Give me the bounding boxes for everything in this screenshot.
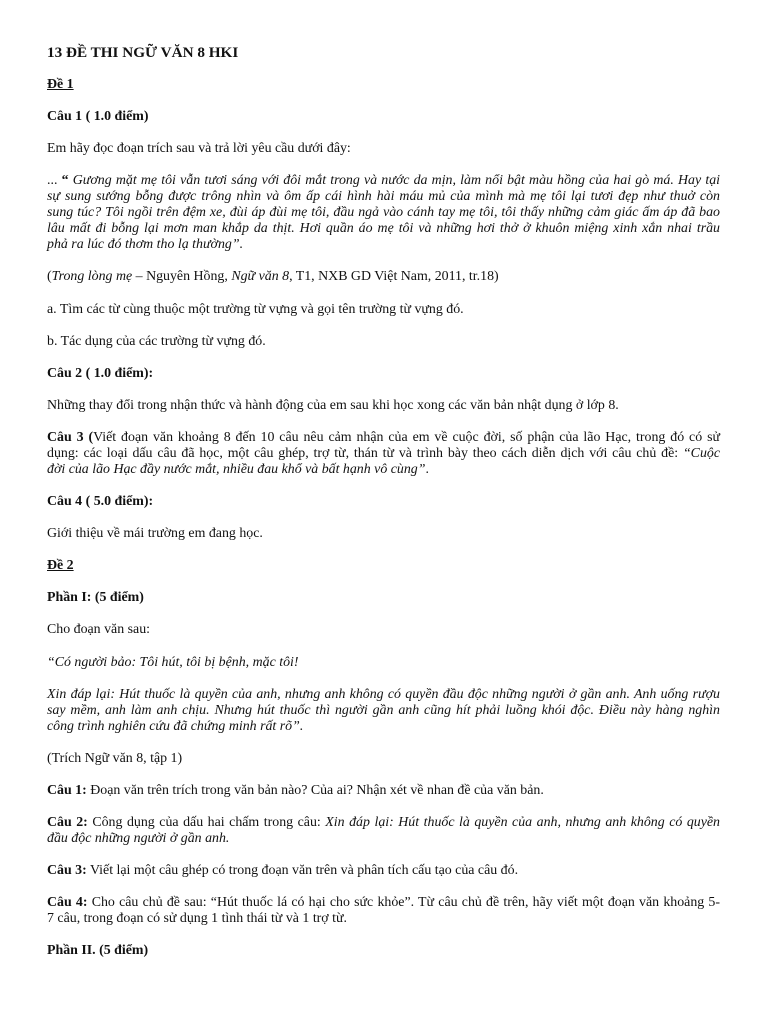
passage-source: (Trích Ngữ văn 8, tập 1) — [47, 750, 183, 766]
excerpt-line: sự sung sướng bỗng được trông nhìn và ôm ấp cái hình hài máu mủ của mình mà mẹ tôi lại tươi đẹp như thuở còn — [47, 189, 720, 205]
source-author: – Nguyên Hồng, — [132, 269, 232, 285]
excerpt-line: lâu mất đi bỗng lại mơn man khắp da thịt. Hơi quần áo mẹ tôi và những hơi thở ở khuôn miệng xinh xắn nhai trầu — [47, 221, 720, 237]
exam-2-question-2 — [47, 815, 720, 847]
question-text: Công dụng của dấu hai chấm trong câu: — [87, 814, 326, 830]
question-line — [47, 446, 720, 462]
topic-sentence-start: “Cuộc — [682, 445, 720, 461]
excerpt-text: Gương mặt mẹ tôi vẫn tươi sáng với đôi mắt trong và nước da mịn, làm nổi bật màu hồng của hai gò má. Hay tại — [68, 173, 720, 189]
part-1-label: Phần I: (5 điểm) — [47, 590, 144, 606]
question-text: dụng: các loại dấu câu đã học, một câu ghép, trợ từ, thán từ và trình bày theo cách diễn dịch với câu chủ đề: — [47, 445, 683, 461]
document-title: 13 ĐỀ THI NGỮ VĂN 8 HKI — [47, 44, 239, 61]
exam-2-question-4-label: Câu 4: — [47, 895, 88, 911]
exam-2-question-3-label: Câu 3: — [47, 862, 87, 878]
excerpt-passage — [47, 173, 720, 253]
question-line — [47, 462, 720, 478]
exam-1-question-1-instruction: Em hãy đọc đoạn trích sau và trả lời yêu cầu dưới đây: — [47, 141, 351, 157]
question-text: Viết lại một câu ghép có trong đoạn văn trên và phân tích cấu tạo của câu đó. — [86, 862, 519, 878]
source-details: , T1, NXB GD Việt Nam, 2011, tr.18) — [289, 269, 499, 285]
question-end-punctuation: . — [425, 461, 429, 477]
part-2-label: Phần II. (5 điểm) — [47, 943, 149, 959]
part-1-instruction: Cho đoạn văn sau: — [47, 622, 151, 638]
exam-2-question-1-label: Câu 1: — [47, 782, 87, 798]
exam-2-question-1 — [47, 783, 720, 799]
exam-2-question-3 — [47, 863, 720, 879]
source-work-title: Trong lòng mẹ — [51, 269, 133, 285]
excerpt-line: sung túc? Tôi ngồi trên đệm xe, đùi áp đùi mẹ tôi, đầu ngả vào cánh tay mẹ tôi, tôi thấy những cảm giác ấm áp đã bao — [47, 205, 720, 221]
question-text: Đoạn văn trên trích trong văn bản nào? Của ai? Nhận xét về nhan đề của văn bản. — [86, 782, 544, 798]
question-line — [47, 430, 720, 446]
excerpt-open-quote: “ — [61, 173, 69, 189]
exam-1-question-2-text: Những thay đổi trong nhận thức và hành động của em sau khi học xong các văn bản nhật dụng ở lớp 8. — [47, 397, 619, 413]
question-text: Viết đoạn văn khoảng 8 đến 10 câu nêu cảm nhận của em về cuộc đời, số phận của lão Hạc, trong đó có sử — [93, 429, 720, 445]
exam-1-question-1-label: Câu 1 ( 1.0 điểm) — [47, 109, 149, 125]
exam-1-question-4-text: Giới thiệu về mái trường em đang học. — [47, 526, 263, 542]
excerpt-line: phả ra lúc đó thơm tho lạ thường”. — [47, 237, 244, 253]
passage-line: Xin đáp lại: Hút thuốc là quyền của anh, nhưng anh không có quyền đầu độc những người ở gần anh. Anh uống rượu — [47, 686, 720, 702]
exam-1-question-3-label: Câu 3 ( — [47, 429, 94, 445]
exam-1-heading — [47, 77, 720, 93]
passage-body — [47, 687, 720, 735]
exam-1-heading-text: Đề 1 — [47, 77, 74, 93]
excerpt-line — [47, 173, 720, 189]
exam-2-question-2-label: Câu 2: — [47, 814, 88, 830]
question-line: đầu độc những người ở gần anh. — [47, 830, 230, 846]
excerpt-source — [47, 269, 720, 285]
exam-1-question-2-label: Câu 2 ( 1.0 điểm): — [47, 365, 154, 381]
question-text: Cho câu chủ đề sau: “Hút thuốc lá có hại cho sức khỏe”. Từ câu chủ đề trên, hãy viết một đoạn văn khoảng 5- — [87, 895, 720, 911]
topic-sentence-end: đời của lão Hạc đầy nước mắt, nhiều đau khổ và bất hạnh vô cùng” — [47, 461, 426, 477]
source-open-paren: ( — [47, 269, 52, 285]
task-a: a. Tìm các từ cùng thuộc một trường từ vựng và gọi tên trường từ vựng đó. — [47, 301, 464, 317]
exam-2-heading-text: Đề 2 — [47, 558, 74, 574]
exam-2-heading — [47, 558, 720, 574]
source-book-title: Ngữ văn 8 — [231, 269, 290, 285]
exam-2-question-4 — [47, 895, 720, 927]
passage-line: công trình nghiên cứu đã chứng minh rất rõ”. — [47, 718, 304, 734]
question-line: 7 câu, trong đoạn có sử dụng 1 tình thái từ và 1 trợ từ. — [47, 911, 347, 927]
task-b: b. Tác dụng của các trường từ vựng đó. — [47, 333, 266, 349]
excerpt-ellipsis: ... — [47, 173, 62, 189]
document-content — [47, 45, 720, 975]
passage-first-line: “Có người bảo: Tôi hút, tôi bị bệnh, mặc tôi! — [47, 654, 299, 670]
exam-1-question-3 — [47, 430, 720, 478]
passage-line: say mềm, anh làm anh chịu. Nhưng hút thuốc thì người gần anh cũng hít phải luồng khói độc. Điều này hàng nghìn — [47, 702, 720, 718]
exam-1-question-4-label: Câu 4 ( 5.0 điểm): — [47, 494, 154, 510]
question-line — [47, 815, 720, 831]
question-line — [47, 895, 720, 911]
quoted-sentence: Xin đáp lại: Hút thuốc là quyền của anh, nhưng anh không có quyền — [325, 814, 720, 830]
